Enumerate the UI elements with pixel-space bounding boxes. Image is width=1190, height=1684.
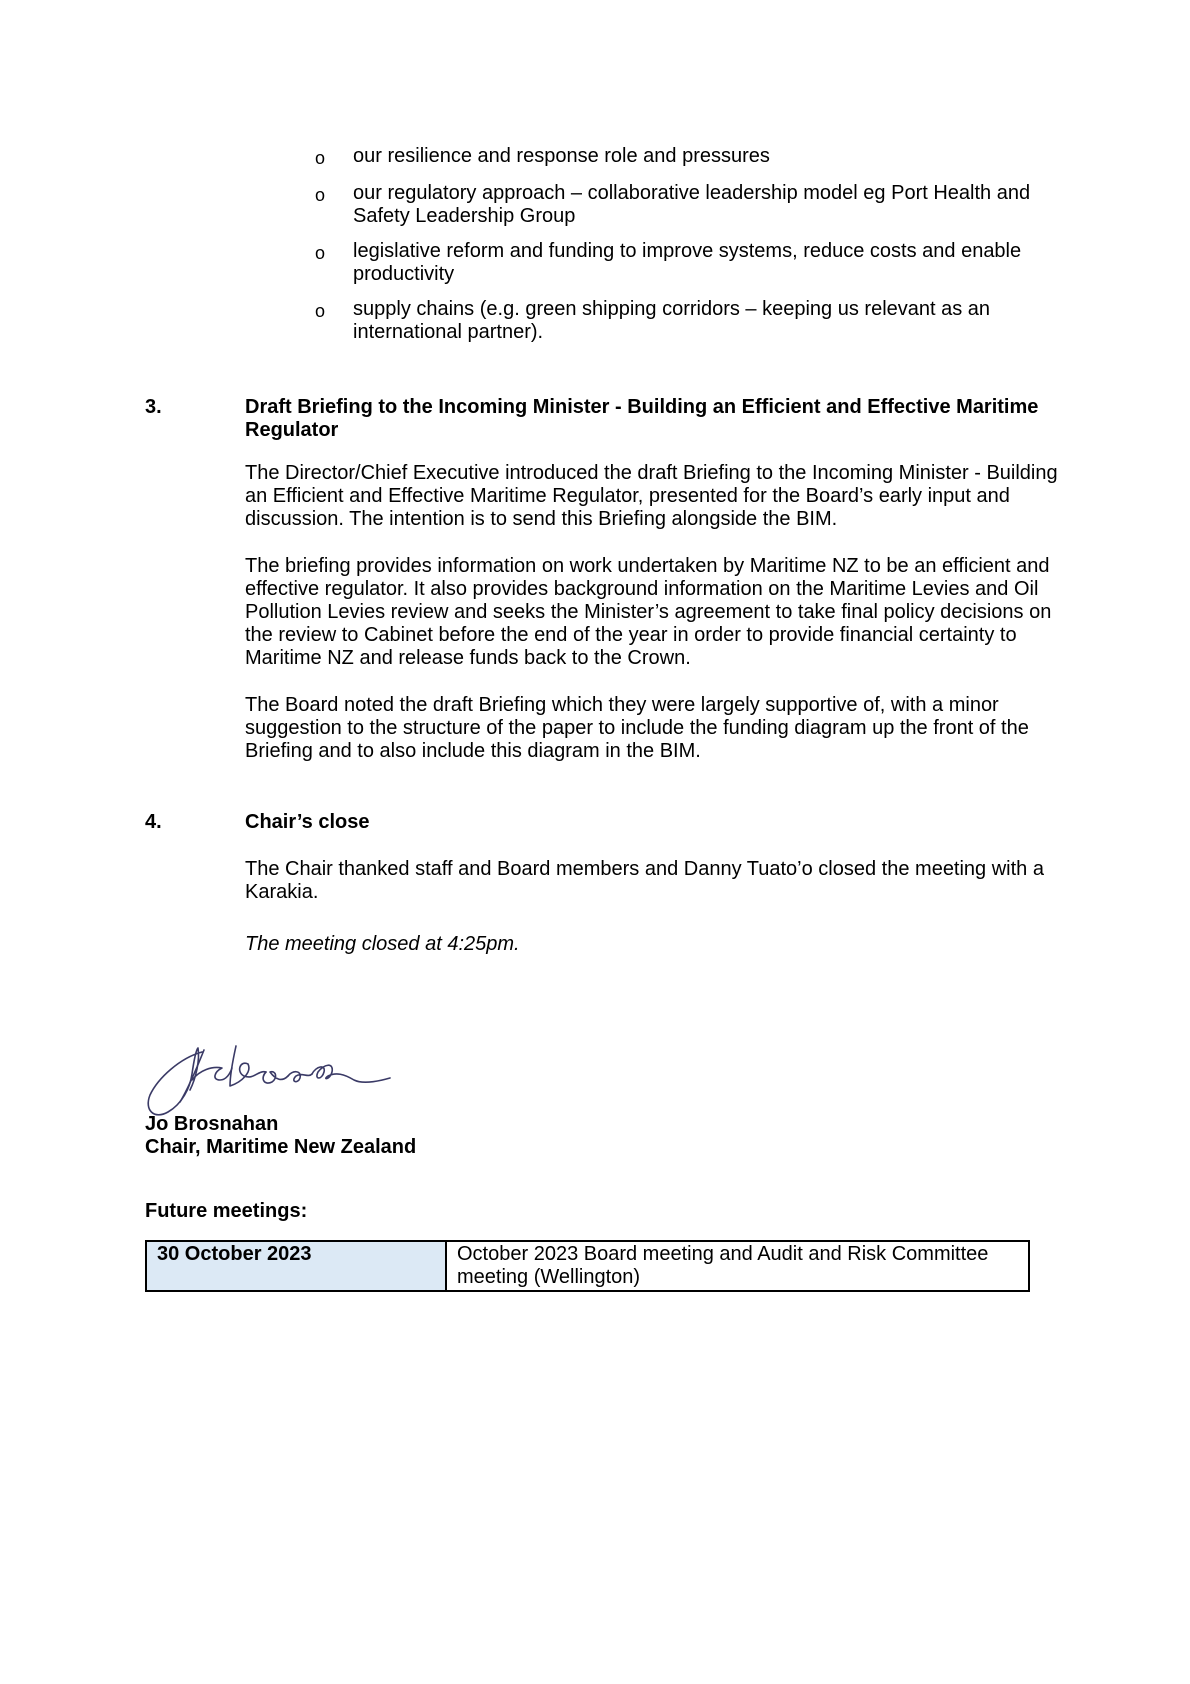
- bullet-marker: o: [315, 301, 326, 321]
- item-4-paragraph: The Chair thanked staff and Board members and Danny Tuato’o closed the meeting with a Karakia.: [245, 858, 1044, 903]
- bullet-item: [315, 145, 1055, 170]
- item-3-paragraph: The briefing provides information on work undertaken by Maritime NZ to be an efficient and effective regulator. It also provides background information on the Maritime Levies and Oil Pollution Levies review and seeks the Minister’s agreement to take final policy decisions on the review to Cabinet before the end of the year in order to provide financial certainty to Maritime NZ and release funds back to the Crown.: [245, 555, 1052, 669]
- future-meetings-table: [145, 1240, 1030, 1292]
- bullet-text: legislative reform and funding to improve systems, reduce costs and enable productivity: [353, 240, 1022, 285]
- item-3-paragraph: The Director/Chief Executive introduced the draft Briefing to the Incoming Minister - Building an Efficient and Effective Maritime Regulator, presented for the Board’s early input and discussion. The intention is to send this Briefing alongside the BIM.: [245, 462, 1058, 530]
- signer-title: Chair, Maritime New Zealand: [145, 1136, 417, 1158]
- meeting-description-cell: October 2023 Board meeting and Audit and Risk Committee meeting (Wellington): [446, 1241, 1029, 1291]
- signer-block: [145, 1113, 416, 1159]
- future-meetings-heading: Future meetings:: [145, 1200, 308, 1222]
- bullet-item: [315, 182, 1055, 228]
- table-row: [146, 1241, 1029, 1291]
- signer-name: Jo Brosnahan: [145, 1113, 279, 1135]
- bullet-marker: o: [315, 243, 326, 263]
- bullet-item: [315, 240, 1055, 286]
- item-4-heading: Chair’s close: [245, 811, 370, 833]
- meeting-closed-note: The meeting closed at 4:25pm.: [245, 933, 520, 955]
- meeting-date-cell: 30 October 2023: [146, 1241, 446, 1291]
- item-3-paragraph: The Board noted the draft Briefing which they were largely supportive of, with a minor suggestion to the structure of the paper to include the funding diagram up the front of the Briefing and to also include this diagram in the BIM.: [245, 694, 1029, 762]
- item-3-heading: Draft Briefing to the Incoming Minister - Building an Efficient and Effective Maritime Regulator: [245, 396, 1039, 441]
- bullet-list: [315, 145, 1055, 356]
- bullet-text: our resilience and response role and pressures: [353, 145, 770, 167]
- bullet-marker: o: [315, 148, 326, 168]
- item-4-number: 4.: [145, 811, 162, 833]
- bullet-text: supply chains (e.g. green shipping corridors – keeping us relevant as an international partner).: [353, 298, 991, 343]
- bullet-marker: o: [315, 185, 326, 205]
- bullet-item: [315, 298, 1055, 344]
- item-3-number: 3.: [145, 396, 162, 418]
- bullet-text: our regulatory approach – collaborative leadership model eg Port Health and Safety Leadership Group: [353, 182, 1031, 227]
